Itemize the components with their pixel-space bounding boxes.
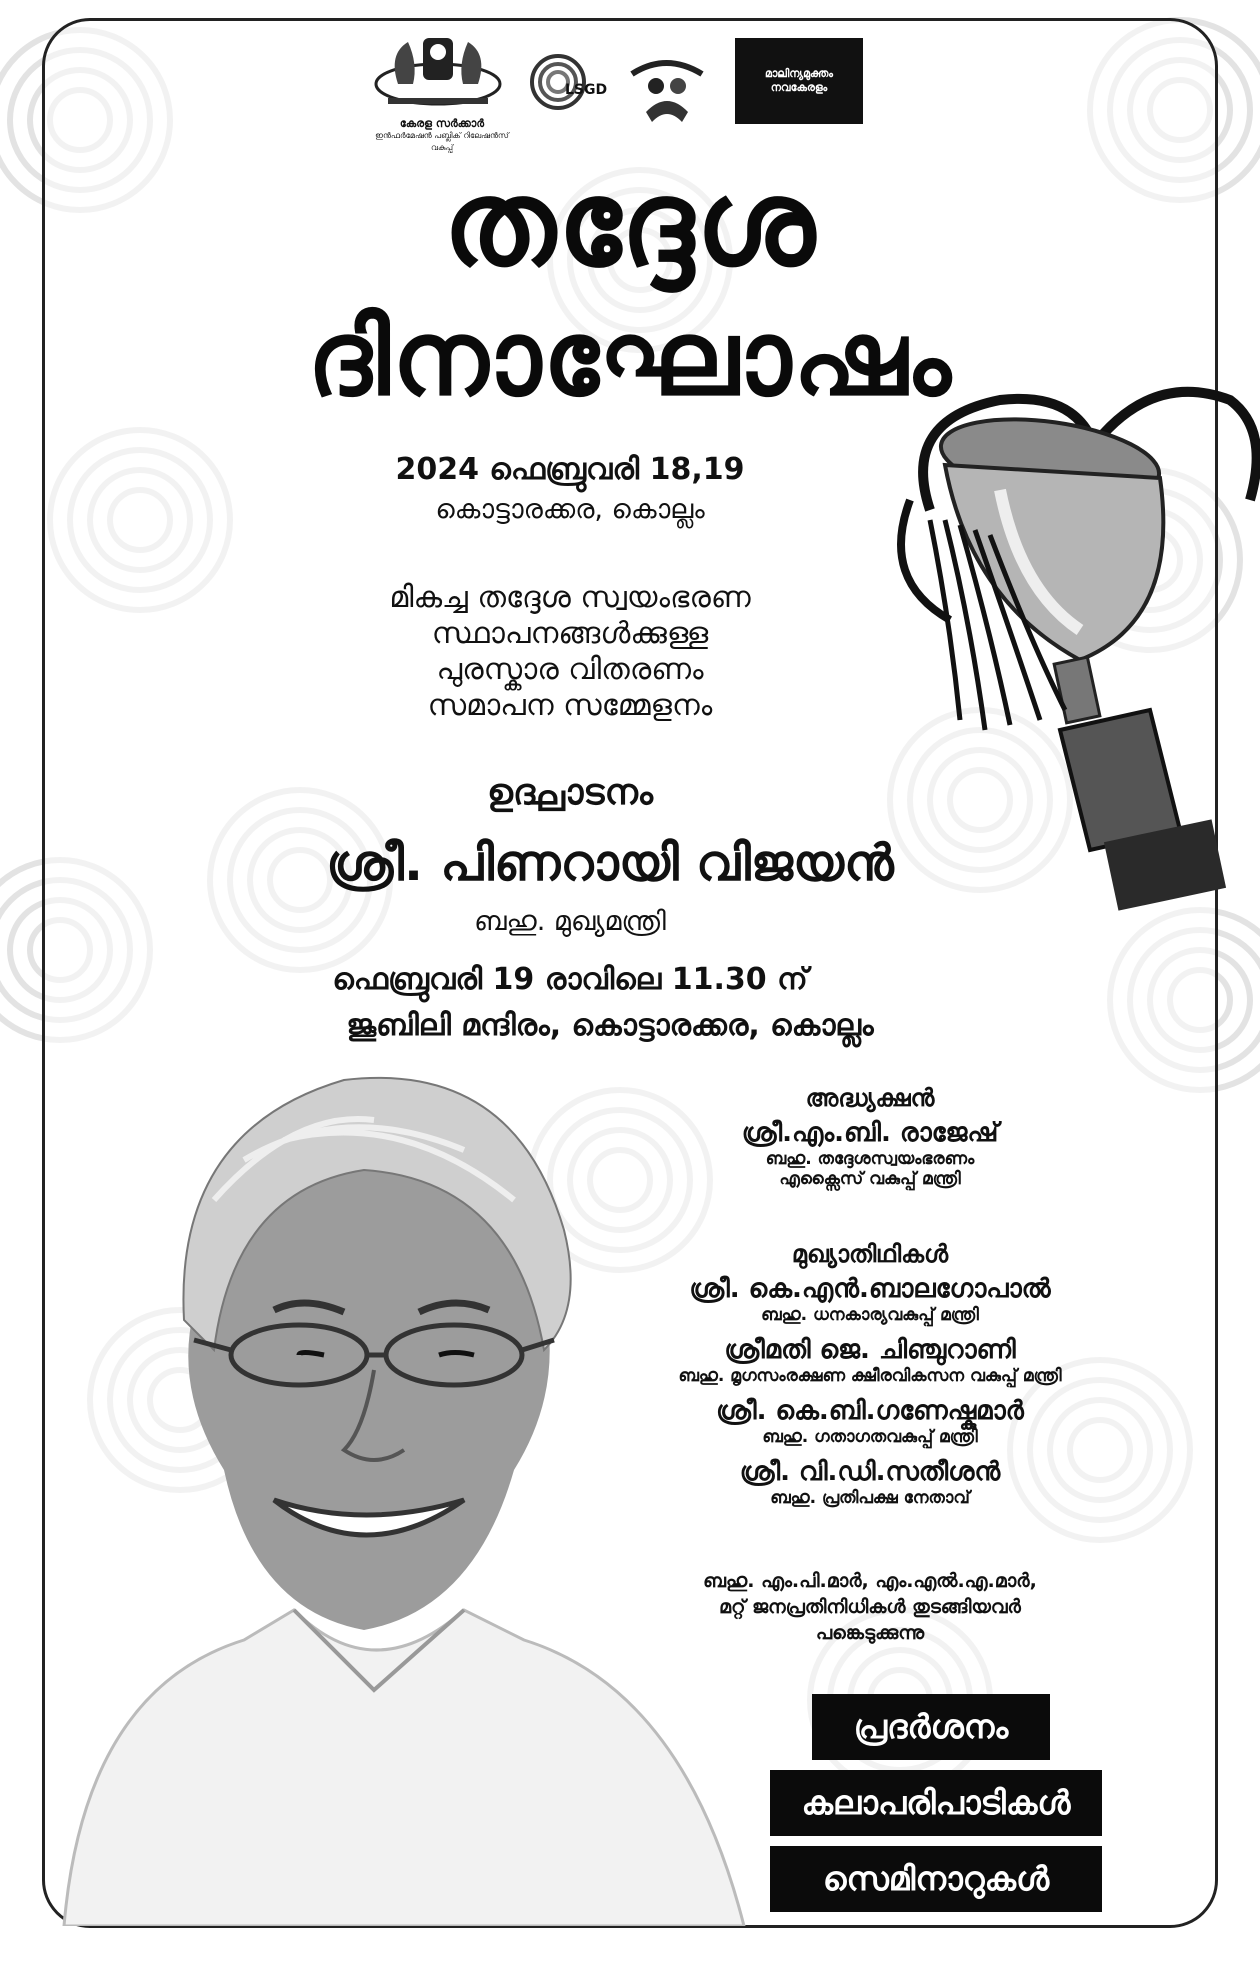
event-date: 2024 ഫെബ്രുവരി 18,19: [395, 452, 745, 487]
description-line: സ്ഥാപനങ്ങൾക്കുള്ള: [431, 616, 709, 651]
participants-note: [600, 1568, 1140, 1646]
session-time: ഫെബ്രുവരി 19 രാവിലെ 11.30 ന്: [332, 962, 808, 997]
guest-name: ശ്രീ. കെ.ബി.ഗണേഷ്കുമാർ: [716, 1396, 1024, 1426]
guest-entry: [600, 1457, 1140, 1508]
highlight-seminars: സെമിനാറുകൾ: [770, 1846, 1102, 1912]
event-venue: ജൂബിലി മന്ദിരം, കൊട്ടാരക്കര, കൊല്ലം: [346, 1008, 874, 1043]
highlight-exhibition: പ്രദർശനം: [812, 1694, 1050, 1760]
chief-guest-role: ബഹു. മുഖ്യമന്ത്രി: [474, 906, 666, 937]
guest-role: ബഹു. ഗതാഗതവകുപ്പ് മന്ത്രി: [762, 1427, 978, 1447]
guest-role: ബഹു. ധനകാര്യവകുപ്പ് മന്ത്രി: [761, 1305, 979, 1325]
presidency-name: ശ്രീ.എം.ബി. രാജേഷ്: [741, 1118, 999, 1148]
guest-role: ബഹു. പ്രതിപക്ഷ നേതാവ്: [770, 1488, 970, 1508]
presidency-role: എക്സൈസ് വകുപ്പ് മന്ത്രി: [779, 1169, 961, 1189]
title-line-1: തദ്ദേശ: [443, 154, 817, 292]
chief-guest-name: ശ്രീ. പിണറായി വിജയൻ: [326, 834, 894, 892]
nava-kerala-logo: മാലിന്യമുക്തം നവകേരളം: [735, 38, 863, 124]
presidency-role: ബഹു. തദ്ദേശസ്വയംഭരണം: [765, 1149, 975, 1169]
guest-entry: [600, 1335, 1140, 1386]
chief-guests-section: [600, 1240, 1140, 1508]
guest-name: ശ്രീമതി ജെ. ചിഞ്ചുറാണി: [724, 1335, 1016, 1365]
description-line: പുരസ്കാര വിതരണം: [436, 652, 704, 687]
lsgd-logo-label: LSGD: [565, 82, 608, 98]
event-place: കൊട്ടാരക്കര, കൊല്ലം: [435, 494, 705, 525]
description-line: മികച്ച തദ്ദേശ സ്വയംഭരണ: [389, 580, 751, 615]
title-line-2: ദിനാഘോഷം: [307, 297, 953, 419]
participants-line: ബഹു. എം.പി.മാർ, എം.എൽ.എ.മാർ,: [703, 1570, 1037, 1592]
presidency-section: [600, 1084, 1140, 1189]
description-line: സമാപന സമ്മേളനം: [427, 688, 713, 723]
guest-name: ശ്രീ. വി.ഡി.സതീശൻ: [739, 1457, 1001, 1487]
participants-line: പങ്കെടുക്കുന്നു: [815, 1622, 925, 1644]
trophy-icon: [890, 360, 1260, 980]
guest-entry: [600, 1274, 1140, 1325]
highlight-cultural-programs: കലാപരിപാടികൾ: [770, 1770, 1102, 1836]
guest-role: ബഹു. മൃഗസംരക്ഷണ ക്ഷീരവികസന വകുപ്പ് മന്ത്രി: [678, 1366, 1062, 1386]
guest-entry: [600, 1396, 1140, 1447]
kerala-govt-caption: കേരള സർക്കാർ ഇൻഫർമേഷൻ പബ്ലിക് റിലേഷൻസ് വകുപ്പ്: [375, 117, 509, 152]
kerala-emblem-icon: [368, 24, 508, 116]
presidency-label: അദ്ധ്യക്ഷൻ: [805, 1084, 935, 1112]
event-description: [240, 580, 900, 724]
event-logo-icon: [626, 50, 708, 132]
participants-line: മറ്റ് ജനപ്രതിനിധികൾ തുടങ്ങിയവർ: [719, 1596, 1021, 1618]
guest-name: ശ്രീ. കെ.എൻ.ബാലഗോപാൽ: [689, 1274, 1051, 1304]
chief-guests-label: മുഖ്യാതിഥികൾ: [791, 1240, 949, 1268]
inauguration-label: ഉദ്ഘാടനം: [487, 772, 653, 813]
